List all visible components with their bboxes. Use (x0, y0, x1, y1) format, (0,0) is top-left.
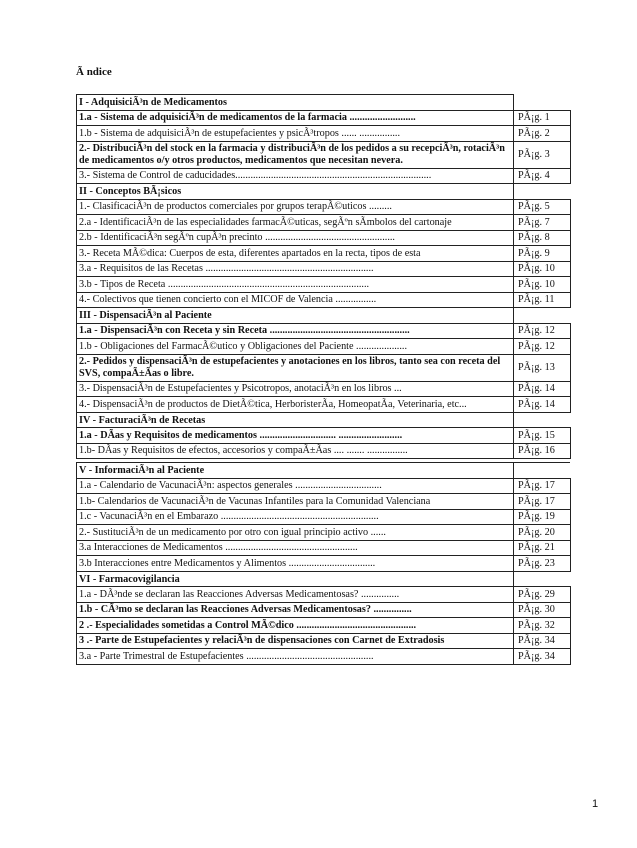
toc-entry-row (77, 292, 571, 308)
toc-entry-text: 4.- DispensaciÃ³n de productos de DietÃ©tica, HerboristerÃa, HomeopatÃa, Veterinaria, etc... (77, 397, 514, 413)
section-heading-spacer (514, 184, 571, 200)
toc-entry-text: 4.- Colectivos que tienen concierto con el MICOF de Valencia ................ (77, 292, 514, 308)
toc-entry-text: 1.b - Obligaciones del FarmacÃ©utico y Obligaciones del Paciente .................... (77, 339, 514, 355)
toc-entry-row (77, 339, 571, 355)
toc-entry-row (77, 199, 571, 215)
toc-entry-page: PÃ¡g. 29 (514, 587, 571, 603)
toc-entry-page: PÃ¡g. 23 (514, 556, 571, 572)
toc-entry-page: PÃ¡g. 11 (514, 292, 571, 308)
toc-entry-row (77, 649, 571, 665)
toc-entry-row (77, 354, 571, 381)
toc-entry-text: 1.c - VacunaciÃ³n en el Embarazo .............................................................. (77, 509, 514, 525)
toc-entry-page: PÃ¡g. 3 (514, 141, 571, 168)
toc-entry-text: 1.b - Sistema de adquisiciÃ³n de estupefacientes y psicÃ³tropos ...... ................ (77, 126, 514, 142)
toc-entry-page: PÃ¡g. 17 (514, 478, 571, 494)
section-heading-row (77, 95, 571, 111)
toc-entry-text: 1.b- Calendarios de VacunaciÃ³n de Vacunas Infantiles para la Comunidad Valenciana (77, 494, 514, 510)
toc-entry-page: PÃ¡g. 20 (514, 525, 571, 541)
toc-entry-row (77, 478, 571, 494)
toc-entry-row (77, 587, 571, 603)
toc-entry-page: PÃ¡g. 13 (514, 354, 571, 381)
toc-entry-page: PÃ¡g. 9 (514, 246, 571, 262)
toc-entry-text: 2.- DistribuciÃ³n del stock en la farmacia y distribuciÃ³n de los pedidos a su recepciÃ³n, rotaciÃ³n de medicamentos o/y otros productos, medicamentos que necesitan nevera. (77, 141, 514, 168)
section-heading-row (77, 184, 571, 200)
section-heading: V - InformaciÃ³n al Paciente (77, 463, 514, 479)
toc-entry-text: 1.a - DÃas y Requisitos de medicamentos .............................. ......................... (77, 428, 514, 444)
toc-entry-page: PÃ¡g. 30 (514, 602, 571, 618)
toc-entry-page: PÃ¡g. 7 (514, 215, 571, 231)
toc-entry-row (77, 381, 571, 397)
toc-entry-text: 2.b - IdentificaciÃ³n segÃºn cupÃ³n precinto ................................................... (77, 230, 514, 246)
toc-entry-text: 2.a - IdentificaciÃ³n de las especialidades farmacÃ©uticas, segÃºn sÃmbolos del cartonaje (77, 215, 514, 231)
toc-entry-text: 2.- SustituciÃ³n de un medicamento por otro con igual principio activo ...... (77, 525, 514, 541)
section-heading: VI - Farmacovigilancia (77, 571, 514, 587)
toc-entry-row (77, 323, 571, 339)
toc-entry-page: PÃ¡g. 10 (514, 277, 571, 293)
section-heading-spacer (514, 412, 571, 428)
toc-entry-row (77, 428, 571, 444)
toc-entry-row (77, 540, 571, 556)
toc-entry-text: 3.a Interacciones de Medicamentos .................................................... (77, 540, 514, 556)
section-heading-row (77, 571, 571, 587)
toc-entry-row (77, 602, 571, 618)
toc-entry-text: 3.a - Parte Trimestral de Estupefacientes .................................................. (77, 649, 514, 665)
toc-entry-row (77, 525, 571, 541)
section-heading: III - DispensaciÃ³n al Paciente (77, 308, 514, 324)
toc-entry-page: PÃ¡g. 14 (514, 381, 571, 397)
toc-table (76, 94, 571, 665)
toc-entry-row (77, 509, 571, 525)
toc-entry-text: 3.- Receta MÃ©dica: Cuerpos de esta, diferentes apartados en la recta, tipos de esta (77, 246, 514, 262)
toc-entry-row (77, 277, 571, 293)
toc-entry-row (77, 494, 571, 510)
toc-entry-page: PÃ¡g. 8 (514, 230, 571, 246)
toc-entry-text: 2 .- Especialidades sometidas a Control MÃ©dico ............................................... (77, 618, 514, 634)
toc-entry-row (77, 110, 571, 126)
toc-entry-page: PÃ¡g. 21 (514, 540, 571, 556)
toc-entry-page: PÃ¡g. 12 (514, 323, 571, 339)
section-heading: I - AdquisiciÃ³n de Medicamentos (77, 95, 514, 111)
toc-entry-row (77, 230, 571, 246)
section-heading-spacer (514, 463, 571, 479)
toc-entry-page: PÃ¡g. 4 (514, 168, 571, 184)
toc-entry-text: 1.a - Sistema de adquisiciÃ³n de medicamentos de la farmacia .......................... (77, 110, 514, 126)
section-heading-row (77, 463, 571, 479)
toc-entry-page: PÃ¡g. 32 (514, 618, 571, 634)
section-heading: II - Conceptos BÃ¡sicos (77, 184, 514, 200)
section-heading-row (77, 308, 571, 324)
page-number: 1 (592, 798, 599, 810)
toc-entry-row (77, 126, 571, 142)
toc-entry-page: PÃ¡g. 15 (514, 428, 571, 444)
toc-entry-text: 1.a - DÃ³nde se declaran las Reacciones Adversas Medicamentosas? ............... (77, 587, 514, 603)
toc-entry-page: PÃ¡g. 19 (514, 509, 571, 525)
toc-entry-page: PÃ¡g. 34 (514, 633, 571, 649)
toc-entry-page: PÃ¡g. 10 (514, 261, 571, 277)
toc-entry-row (77, 397, 571, 413)
section-heading-row (77, 412, 571, 428)
toc-entry-page: PÃ¡g. 5 (514, 199, 571, 215)
toc-entry-page: PÃ¡g. 34 (514, 649, 571, 665)
toc-entry-row (77, 556, 571, 572)
toc-entry-row (77, 618, 571, 634)
toc-entry-text: 3.b Interacciones entre Medicamentos y Alimentos .................................. (77, 556, 514, 572)
toc-entry-page: PÃ¡g. 12 (514, 339, 571, 355)
toc-entry-text: 3 .- Parte de Estupefacientes y relaciÃ³n de dispensaciones con Carnet de Extradosis (77, 633, 514, 649)
toc-entry-text: 1.a - Calendario de VacunaciÃ³n: aspectos generales .................................. (77, 478, 514, 494)
toc-entry-row (77, 215, 571, 231)
index-title: Ã ndice (76, 66, 112, 78)
toc-entry-page: PÃ¡g. 1 (514, 110, 571, 126)
toc-entry-text: 3.- DispensaciÃ³n de Estupefacientes y Psicotropos, anotaciÃ³n en los libros ... (77, 381, 514, 397)
section-heading-spacer (514, 308, 571, 324)
toc-entry-text: 3.- Sistema de Control de caducidades............................................................................. (77, 168, 514, 184)
toc-entry-text: 2.- Pedidos y dispensaciÃ³n de estupefacientes y anotaciones en los libros, tanto sea con receta del SVS, compaÃ±Ãas o libre. (77, 354, 514, 381)
toc-entry-row (77, 141, 571, 168)
toc-entry-row (77, 261, 571, 277)
toc-entry-row (77, 443, 571, 459)
toc-entry-page: PÃ¡g. 2 (514, 126, 571, 142)
section-heading-spacer (514, 571, 571, 587)
toc-entry-text: 1.b - CÃ³mo se declaran las Reacciones Adversas Medicamentosas? ............... (77, 602, 514, 618)
toc-entry-row (77, 633, 571, 649)
section-heading: IV - FacturaciÃ³n de Recetas (77, 412, 514, 428)
section-heading-spacer (514, 95, 571, 111)
toc-entry-page: PÃ¡g. 14 (514, 397, 571, 413)
toc-entry-text: 1.a - DispensaciÃ³n con Receta y sin Receta ....................................................... (77, 323, 514, 339)
toc-entry-text: 3.a - Requisitos de las Recetas .................................................................. (77, 261, 514, 277)
toc-entry-row (77, 246, 571, 262)
toc-entry-text: 3.b - Tipos de Receta ............................................................................... (77, 277, 514, 293)
toc-entry-row (77, 168, 571, 184)
toc-entry-page: PÃ¡g. 16 (514, 443, 571, 459)
toc-entry-text: 1.- ClasificaciÃ³n de productos comerciales por grupos terapÃ©uticos ......... (77, 199, 514, 215)
toc-entry-page: PÃ¡g. 17 (514, 494, 571, 510)
toc-entry-text: 1.b- DÃas y Requisitos de efectos, accesorios y compaÃ±Ãas .... ....... ................ (77, 443, 514, 459)
